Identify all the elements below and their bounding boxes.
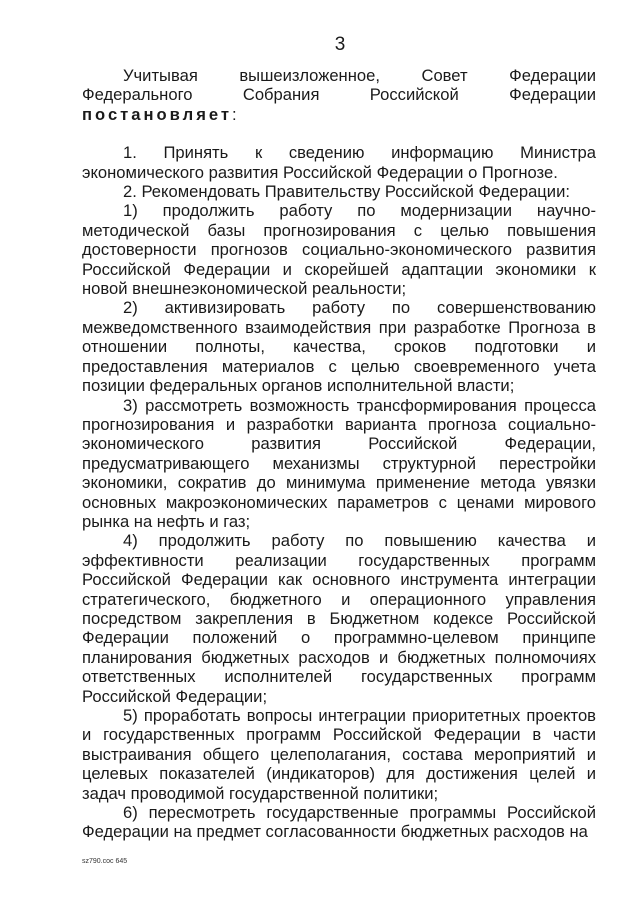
subitem-3: 3) рассмотреть возможность трансформирования процесса прогнозирования и разработки варианта прогноза социально-экономического развития Российской Федерации, предусматривающего механизмы структурной перестройки экономики, сократив до минимума применение метода увязки основных макроэкономических параметров с ценами мирового рынка на нефть и газ; [82, 395, 596, 531]
intro-paragraph [82, 66, 596, 124]
subitem-5: 5) проработать вопросы интеграции приоритетных проектов и государственных программ Российской Федерации в части выстраивания общего целеполагания, состава мероприятий и целевых показателей (индикаторов) для достижения целей и задач проводимой государственной политики; [82, 706, 596, 803]
page-number: 3 [334, 34, 346, 55]
paragraph-1: 1. Принять к сведению информацию Министра экономического развития Российской Федерации о Прогнозе. [82, 143, 596, 182]
subitem-4: 4) продолжить работу по повышению качества и эффективности реализации государственных программ Российской Федерации как основного инструмента интеграции стратегического, бюджетного и операционного управления посредством закрепления в Бюджетном кодексе Российской Федерации положений о программно-целевом принципе планирования бюджетных расходов и бюджетных полномочиях ответственных исполнителей государственных программ Российской Федерации; [82, 531, 596, 706]
paragraph-2: 2. Рекомендовать Правительству Российской Федерации: [123, 182, 570, 202]
subitem-1: 1) продолжить работу по модернизации научно-методической базы прогнозирования с целью повышения достоверности прогнозов социально-экономического развития Российской Федерации и скорейшей адаптации экономики к новой внешнеэкономической реальности; [82, 201, 596, 299]
intro-colon: : [232, 104, 237, 124]
subitem-6: 6) пересмотреть государственные программы Российской Федерации на предмет согласованности бюджетных расходов на [82, 803, 596, 842]
document-body [82, 66, 596, 842]
subitem-2: 2) активизировать работу по совершенствованию межведомственного взаимодействия при разработке Прогноза в отношении полноты, качества, сроков подготовки и предоставления материалов с целью своевременного учета позиции федеральных органов исполнительной власти; [82, 298, 596, 396]
footer-code: sz790.coc 645 [82, 858, 128, 865]
intro-text: Учитывая вышеизложенное, Совет Федерации Федерального Собрания Российской Федерации [82, 66, 596, 105]
intro-keyword: постановляет [82, 104, 233, 124]
